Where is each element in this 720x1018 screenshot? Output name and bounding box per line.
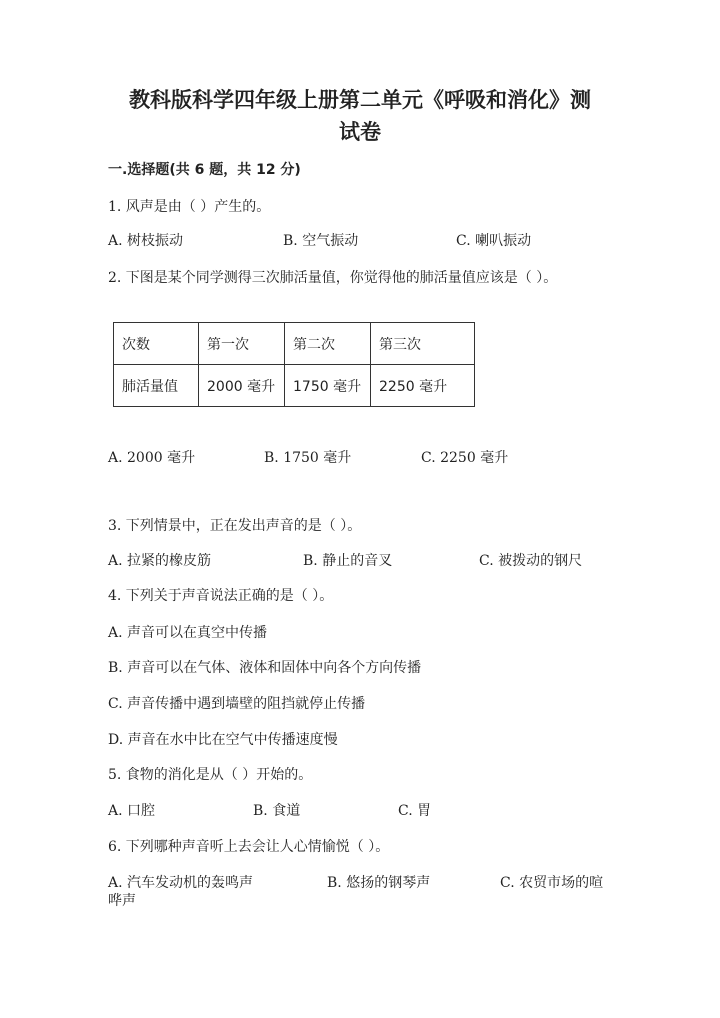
question-4-option-a: A. 声音可以在真空中传播 (108, 625, 268, 641)
table-header-row (114, 323, 475, 365)
table-cell: 2250 毫升 (371, 365, 475, 407)
question-2-option-a: A. 2000 毫升 (108, 450, 196, 466)
question-5-stem: 5. 食物的消化是从（ ）开始的。 (108, 767, 313, 783)
question-4-option-d: D. 声音在水中比在空气中传播速度慢 (108, 732, 338, 748)
table-cell: 次数 (114, 323, 199, 365)
table-cell: 2000 毫升 (199, 365, 285, 407)
question-3-option-b: B. 静止的音叉 (303, 553, 393, 569)
question-4-option-b: B. 声音可以在气体、液体和固体中向各个方向传播 (108, 660, 422, 676)
title-line-1: 教科版科学四年级上册第二单元《呼吸和消化》测 (129, 88, 591, 112)
question-1-option-b: B. 空气振动 (283, 233, 359, 249)
question-6-option-c-continued: 哗声 (108, 893, 136, 909)
question-3-option-a: A. 拉紧的橡皮筋 (108, 553, 212, 569)
question-3-stem: 3. 下列情景中，正在发出声音的是（ ）。 (108, 518, 362, 534)
question-5-option-c: C. 胃 (398, 803, 432, 819)
question-5-option-b: B. 食道 (253, 803, 301, 819)
question-1-option-a: A. 树枝振动 (108, 233, 184, 249)
section-heading: 一.选择题(共 6 题，共 12 分) (108, 162, 301, 178)
question-4-stem: 4. 下列关于声音说法正确的是（ ）。 (108, 588, 334, 604)
table-row (114, 365, 475, 407)
table-cell: 第一次 (199, 323, 285, 365)
question-6-option-b: B. 悠扬的钢琴声 (327, 875, 431, 891)
question-3-option-c: C. 被拨动的钢尺 (479, 553, 583, 569)
table-cell: 第二次 (285, 323, 371, 365)
question-6-stem: 6. 下列哪种声音听上去会让人心情愉悦（ ）。 (108, 839, 390, 855)
question-4-option-c: C. 声音传播中遇到墙壁的阻挡就停止传播 (108, 696, 366, 712)
question-6-option-c: C. 农贸市场的喧 (500, 875, 604, 891)
question-6-option-a: A. 汽车发动机的轰鸣声 (108, 875, 254, 891)
table-cell: 肺活量值 (114, 365, 199, 407)
question-2-stem: 2. 下图是某个同学测得三次肺活量值，你觉得他的肺活量值应该是（ ）。 (108, 270, 558, 286)
title-line-2: 试卷 (339, 120, 381, 144)
question-2-option-c: C. 2250 毫升 (421, 450, 509, 466)
table-cell: 第三次 (371, 323, 475, 365)
question-1-option-c: C. 喇叭振动 (456, 233, 532, 249)
question-5-option-a: A. 口腔 (108, 803, 156, 819)
question-2-option-b: B. 1750 毫升 (264, 450, 352, 466)
table-cell: 1750 毫升 (285, 365, 371, 407)
question-1-stem: 1. 风声是由（ ）产生的。 (108, 199, 271, 215)
page-title (100, 84, 620, 148)
lung-capacity-table (113, 322, 475, 407)
